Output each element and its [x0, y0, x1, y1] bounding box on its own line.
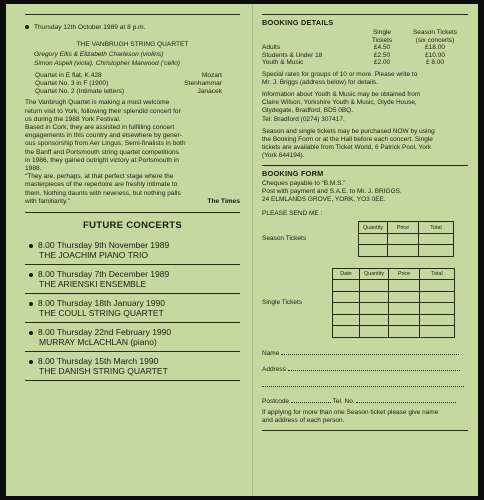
description-line: 1988. — [25, 165, 42, 173]
season-price: £10.00 — [425, 51, 445, 59]
future-concert-date: 8.00 Thursday 15th March 1990 — [38, 356, 159, 367]
future-concert-item — [25, 294, 240, 322]
please-send-label: PLEASE SEND ME : — [262, 210, 323, 218]
bottom-rule — [25, 380, 240, 381]
future-concert-artist: MURRAY McLACHLAN (piano) — [39, 337, 157, 348]
address-field-row — [262, 364, 468, 374]
bullet-icon — [25, 25, 29, 29]
season-quantity-cell[interactable] — [359, 245, 388, 257]
info-line: the Booking Form or at the Hall before each concert. Single — [262, 135, 433, 143]
description-line: them. Nothing daunts with newness, but nothing palls — [25, 189, 181, 197]
bullet-icon — [29, 360, 33, 364]
players-violins: Gregory Ellis & Elizabeth Charleson (violins) — [34, 51, 164, 59]
right-column — [262, 14, 468, 431]
single-total-cell[interactable] — [420, 314, 455, 326]
single-date-cell[interactable] — [333, 303, 360, 315]
price-row — [262, 44, 468, 52]
future-concert-item — [25, 236, 240, 264]
programme-work: Quartet No. 3 in F (1900) — [35, 80, 109, 88]
column-header: Quantity — [359, 222, 388, 234]
season-header-sub: (six concerts) — [415, 36, 455, 44]
future-concert-date: 8.00 Thursday 9th November 1989 — [38, 240, 170, 251]
price-category: Adults — [262, 44, 281, 52]
post-line: Post with payment and S.A.E. to Mr. J. BRIGGS, — [262, 188, 402, 196]
column-header: Quantity — [360, 268, 389, 280]
info-line: Tel: Bradford (0274) 307417. — [262, 115, 345, 123]
season-ticket-section — [262, 221, 468, 257]
programme-list — [25, 68, 240, 100]
description-line: in 1986, they gained outright victory at Portsmouth in — [25, 156, 179, 164]
price-table — [262, 29, 468, 67]
single-date-cell[interactable] — [333, 291, 360, 303]
future-concert-artist: THE ARIENSKI ENSEMBLE — [39, 279, 147, 290]
single-quantity-cell[interactable] — [360, 280, 389, 292]
column-header: Date — [333, 268, 360, 280]
concert-description — [25, 99, 240, 206]
season-price: £18.00 — [425, 44, 445, 52]
fold-line — [252, 4, 253, 496]
name-field[interactable] — [281, 348, 459, 355]
info-line: (York 644194). — [262, 151, 305, 159]
season-price-cell[interactable] — [388, 245, 419, 257]
address-label: Address — [262, 366, 286, 374]
single-quantity-cell[interactable] — [360, 291, 389, 303]
cheques-line: Cheques payable to “B.M.S.” — [262, 180, 346, 188]
bullet-icon — [29, 331, 33, 335]
single-price-cell[interactable] — [389, 291, 420, 303]
footer-line: and address of each person. — [262, 417, 345, 425]
info-line: Glydegate, Bradford, BD5 0BQ. — [262, 107, 354, 115]
future-concert-date: 8.00 Thursday 22nd February 1990 — [38, 327, 172, 338]
season-total-cell[interactable] — [419, 233, 454, 245]
concert-date-line — [25, 15, 240, 37]
description-line: Based in Cork, they are assisted in fulfilling concert — [25, 124, 175, 132]
price-category: Students & Under 18 — [262, 51, 323, 59]
future-concert-artist: THE JOACHIM PIANO TRIO — [39, 250, 148, 261]
single-ticket-grid — [332, 268, 455, 338]
single-total-cell[interactable] — [420, 291, 455, 303]
single-price-cell[interactable] — [389, 314, 420, 326]
season-ticket-label: Season Tickets — [262, 235, 307, 243]
single-ticket-section — [262, 268, 468, 338]
programme-composer: Mozart — [201, 71, 222, 79]
bullet-icon — [29, 273, 33, 277]
season-price: £ 8.00 — [425, 59, 445, 67]
description-line: engagements in this country and elsewhere by gener- — [25, 132, 182, 140]
description-line: return visit to York, following their splendid concert for — [25, 107, 181, 115]
quote-last-line — [25, 198, 240, 206]
programme-item — [35, 88, 240, 96]
tel-field[interactable] — [356, 396, 456, 403]
column-header: Total — [420, 268, 455, 280]
quote-text: with familiarity.” — [25, 197, 70, 205]
postcode-label: Postcode — [262, 398, 290, 406]
future-concert-date: 8.00 Thursday 7th December 1989 — [38, 269, 170, 280]
left-column — [25, 14, 240, 381]
bottom-rule — [262, 430, 468, 431]
special-rates — [262, 71, 468, 87]
single-date-cell[interactable] — [333, 326, 360, 338]
single-quantity-cell[interactable] — [360, 303, 389, 315]
description-line: ous sponsorship from Aer Lingus. Semi-finalists in both — [25, 140, 186, 148]
single-price-cell[interactable] — [389, 326, 420, 338]
single-price: £2.50 — [373, 51, 391, 59]
season-price-cell[interactable] — [388, 233, 419, 245]
single-price-cell[interactable] — [389, 303, 420, 315]
tel-label: Tel. No. — [332, 398, 355, 406]
description-line: us during the 1988 York Festival. — [25, 115, 121, 123]
season-total-cell[interactable] — [419, 245, 454, 257]
single-price: £2.00 — [373, 59, 391, 67]
description-line: masterpieces of the repertoire are freshly intimate to — [25, 181, 178, 189]
description-line: The Vanbrugh Quartet is making a most welcome — [25, 99, 170, 107]
address-field-2[interactable] — [262, 380, 464, 387]
single-header-sub: Tickets — [371, 36, 393, 44]
single-price-cell[interactable] — [389, 280, 420, 292]
column-header: Total — [419, 222, 454, 234]
concert-date: Thursday 12th October 1989 at 8 p.m. — [34, 24, 146, 31]
single-ticket-label: Single Tickets — [262, 298, 303, 306]
special-line: Special rates for groups of 10 or more. Please write to — [262, 71, 418, 79]
concert-leaflet — [6, 4, 478, 496]
postcode-row — [262, 396, 468, 406]
single-date-cell[interactable] — [333, 280, 360, 292]
info-line: Season and single tickets may be purchased NOW by using — [262, 127, 435, 135]
postcode-field[interactable] — [291, 396, 331, 403]
ensemble-name: THE VANBRUGH STRING QUARTET — [76, 41, 189, 49]
booking-form-title: BOOKING FORM — [262, 169, 324, 178]
quote-source: The Times — [207, 197, 240, 205]
season-header: Season Tickets — [412, 29, 458, 37]
price-row — [262, 59, 468, 67]
price-header-row — [262, 29, 468, 44]
single-date-cell[interactable] — [333, 314, 360, 326]
booking-details-title: BOOKING DETAILS — [262, 18, 334, 27]
price-category: Youth & Music — [262, 59, 304, 67]
future-concert-item — [25, 352, 240, 380]
single-quantity-cell[interactable] — [360, 326, 389, 338]
post-address: 24 ELMLANDS GROVE, YORK, YO3 0EE. — [262, 196, 386, 204]
single-total-cell[interactable] — [420, 280, 455, 292]
price-row — [262, 52, 468, 60]
future-concert-date: 8.00 Thursday 18th January 1990 — [38, 298, 165, 309]
programme-item — [35, 80, 240, 88]
future-concert-artist: THE DANISH STRING QUARTET — [39, 366, 168, 377]
column-header: Price — [388, 222, 419, 234]
single-header: Single — [372, 29, 392, 37]
description-line: “They are, perhaps, at that perfect stage where the — [25, 173, 174, 181]
future-concert-artist: THE COULL STRING QUARTET — [39, 308, 164, 319]
single-quantity-cell[interactable] — [360, 314, 389, 326]
players-viola-cello: Simon Aspell (viola), Christopher Marwood (’cello) — [34, 59, 180, 67]
section-rule — [25, 212, 240, 213]
programme-work: Quartet in E flat, K.428 — [35, 71, 102, 79]
single-total-cell[interactable] — [420, 303, 455, 315]
name-field-row — [262, 348, 468, 358]
programme-item — [35, 72, 240, 80]
season-quantity-cell[interactable] — [359, 233, 388, 245]
programme-composer: Janacek — [197, 88, 222, 96]
name-label: Name — [262, 349, 280, 357]
future-concert-item — [25, 323, 240, 351]
single-total-cell[interactable] — [420, 326, 455, 338]
info-line: Claire Wilson, Yorkshire Youth & Music, Glyde House, — [262, 99, 417, 107]
address-field[interactable] — [288, 364, 460, 371]
programme-work: Quartet No. 2 (Intimate letters) — [35, 88, 125, 96]
youth-music-info — [262, 91, 468, 123]
future-concert-item — [25, 265, 240, 293]
season-ticket-grid — [358, 221, 454, 257]
future-concerts-title: FUTURE CONCERTS — [83, 220, 182, 232]
info-line: tickets are available from Ticket World, 6 Patrick Pool, York — [262, 143, 432, 151]
bullet-icon — [29, 302, 33, 306]
programme-composer: Stenhammar — [184, 80, 222, 88]
ticket-sale-info — [262, 128, 468, 160]
form-footer-note — [262, 409, 468, 425]
column-header: Price — [389, 268, 420, 280]
special-line: Mr. J. Briggs (address below) for details. — [262, 79, 378, 87]
footer-line: If applying for more than one Season ticket please give name — [262, 409, 439, 417]
info-line: Information about Youth & Music may be obtained from — [262, 91, 421, 99]
single-price: £4.50 — [373, 44, 391, 52]
bullet-icon — [29, 244, 33, 248]
address-field-row-2 — [262, 380, 468, 390]
description-line: the Banff and Portsmouth string quartet competitions — [25, 148, 179, 156]
